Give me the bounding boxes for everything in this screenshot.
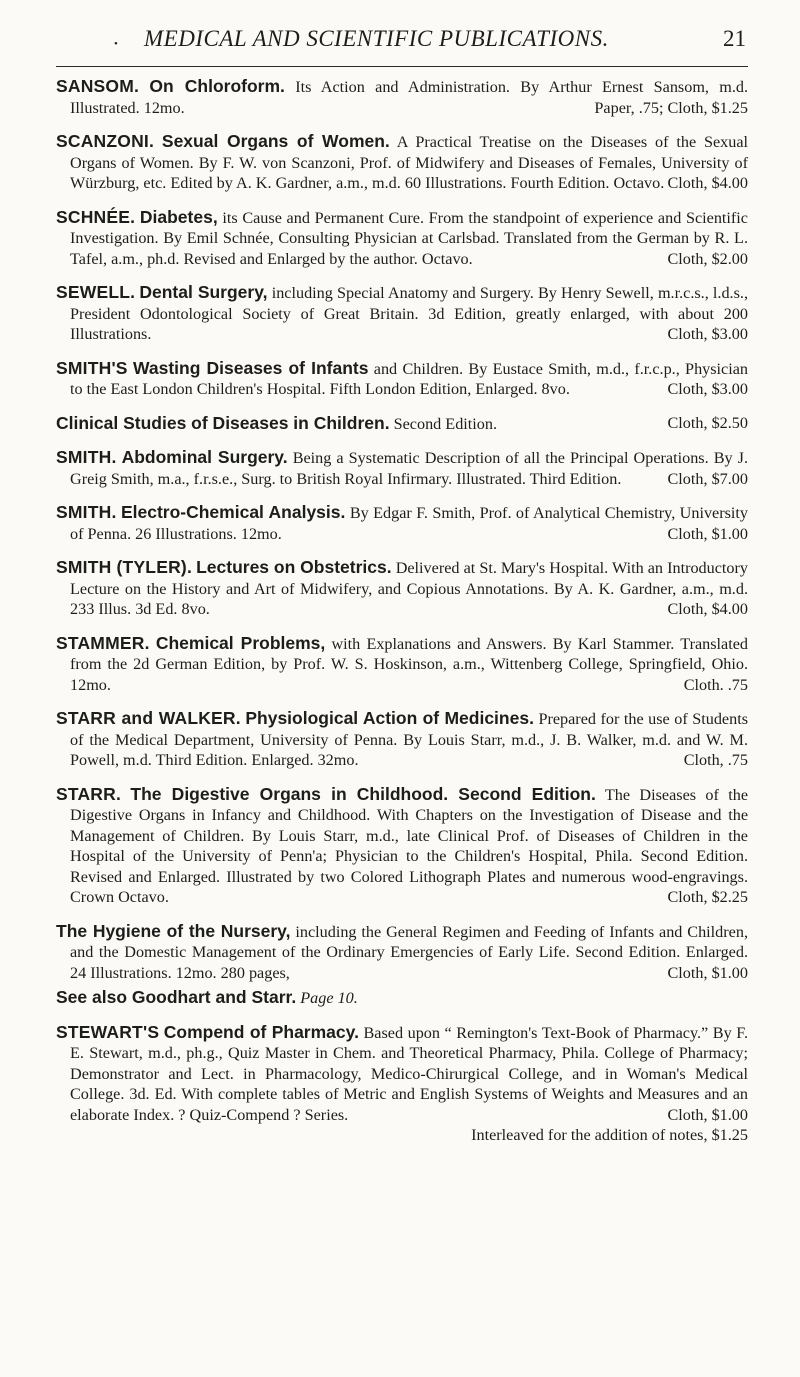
running-title: MEDICAL AND SCIENTIFIC PUBLICATIONS.: [144, 26, 609, 51]
entry-description: Page 10.: [300, 989, 358, 1007]
entry-price: Cloth, $1.00: [667, 963, 748, 982]
entry-title: Wasting Diseases of Infants: [132, 357, 369, 378]
catalog-entry: [56, 447, 748, 489]
entry-description: including Special Anatomy and Surgery. By Henry Sewell, m.r.c.s., l.d.s., President Odontological Society of Great Britain. 3d Edition, greatly enlarged, with about 200 Illustrations.: [70, 284, 749, 343]
entry-extra-price: Interleaved for the addition of notes, $1.25: [471, 1126, 748, 1144]
catalog-entry: [56, 557, 748, 620]
entry-description: Its Action and Administration. By Arthur Ernest Sansom, m.d. Illustrated. 12mo.: [70, 78, 749, 117]
entry-price: Cloth, $2.25: [667, 888, 748, 906]
entry-title: Diabetes,: [139, 206, 218, 227]
catalog-entry: [56, 708, 748, 771]
entry-price: Cloth, $2.00: [667, 249, 748, 268]
page-header: [56, 22, 748, 67]
entry-price: Cloth, $2.50: [667, 413, 748, 432]
entry-author: STARR.: [56, 783, 122, 804]
catalog-entry: [56, 76, 748, 118]
entry-author: SEWELL.: [56, 282, 136, 302]
entry-price: Cloth, $3.00: [667, 325, 748, 343]
entry-title: The Digestive Organs in Childhood. Second Edition.: [130, 783, 596, 804]
entry-description: and Children. By Eustace Smith, m.d., f.r.c.p., Physician to the East London Children's Hospital. Fifth London Edition, Enlarged. 8vo.: [70, 359, 749, 398]
entry-author: SMITH.: [56, 447, 117, 467]
entry-title: Sexual Organs of Women.: [161, 131, 390, 151]
entry-description: Based upon “ Remington's Text-Book of Pharmacy.” By F. E. Stewart, m.d., ph.g., Quiz Master in Chem. and Theoretical Pharmacy, Phila. College of Pharmacy; Demonstrator and Lect. in Pharmacology, Medico-Chirurgical College, and in Woman's Medical College. 3d. Ed. With complete tables of Metric and English Systems of Weights and Measures and an elaborate Index. ? Quiz-Compend ? Series.: [70, 1023, 748, 1124]
catalog-entry: [56, 282, 748, 345]
entry-description: A Practical Treatise on the Diseases of the Sexual Organs of Women. By F. W. von Scanzoni, Prof. of Midwifery and Diseases of Females, University of Würzburg, etc. Edited by A. K. Gardner, a.m., m.d. 60 Illustrations. Fourth Edition. Octavo.: [70, 133, 749, 192]
catalog-entry: [56, 921, 748, 984]
header-dot: •: [114, 38, 118, 50]
entry-title: Abdominal Surgery.: [121, 447, 288, 467]
catalog-entry: [56, 1022, 748, 1146]
entry-title: The Hygiene of the Nursery,: [56, 920, 291, 941]
entry-title: Chemical Problems,: [155, 632, 326, 653]
catalog-entry: [56, 987, 748, 1009]
entry-title: Clinical Studies of Diseases in Children.: [56, 412, 390, 433]
catalog-entry: [56, 358, 748, 400]
entry-price: Cloth, $1.00: [667, 524, 748, 543]
entry-author: SCHNÉE.: [56, 206, 136, 227]
entry-author: STARR and WALKER.: [56, 708, 241, 728]
entry-title: See also Goodhart and Starr.: [56, 987, 297, 1007]
entry-price: Cloth, $1.00: [667, 1105, 748, 1124]
catalog-entry: [56, 633, 748, 696]
entry-title: Compend of Pharmacy.: [163, 1021, 359, 1042]
entry-title: On Chloroform.: [149, 76, 285, 96]
entry-description: The Diseases of the Digestive Organs in Infancy and Childhood. With Chapters on the Investigation of Disease and the Management of Children. By Louis Starr, m.d., late Clinical Prof. of Diseases of Children in the Hospital of the University of Penn'a; Physician to the Children's Hospital, Phila. Second Edition. Revised and Enlarged. Illustrated by two Colored Lithograph Plates and numerous wood-engravings. Crown Octavo.: [70, 785, 749, 906]
entry-price: Cloth, $3.00: [667, 380, 748, 398]
entry-description: Prepared for the use of Students of the Medical Department, University of Penna. By Louis Starr, m.d., J. B. Walker, m.d. and W. M. Powell, m.d. Third Edition. Enlarged. 32mo.: [70, 710, 749, 769]
entry-author: SMITH (TYLER).: [56, 557, 193, 577]
catalog-entry: [56, 413, 748, 435]
entry-author: SMITH.: [56, 502, 117, 522]
catalog-entry: [56, 784, 748, 908]
entry-description: Being a Systematic Description of all the Principal Operations. By J. Greig Smith, m.a., f.r.s.e., Surg. to British Royal Infirmary. Illustrated. Third Edition.: [70, 449, 749, 488]
entry-title: Lectures on Obstetrics.: [196, 557, 392, 577]
entry-title: Physiological Action of Medicines.: [245, 708, 534, 728]
entry-description: By Edgar F. Smith, Prof. of Analytical Chemistry, University of Penna. 26 Illustrations. 12mo.: [70, 504, 749, 543]
entry-description: its Cause and Permanent Cure. From the standpoint of experience and Scientific Investigation. By Emil Schnée, Consulting Physician at Carlsbad. Translated from the German by R. L. Tafel, a.m., ph.d. Revised and Enlarged by the author. Octavo.: [70, 208, 748, 268]
catalog-entry: [56, 502, 748, 544]
entry-price: Paper, .75; Cloth, $1.25: [594, 98, 748, 117]
entry-author: SMITH'S: [56, 357, 128, 378]
entry-author: STEWART'S: [56, 1021, 160, 1042]
entry-author: STAMMER.: [56, 632, 150, 653]
entry-price: Cloth, .75: [683, 751, 748, 769]
entry-title: Dental Surgery,: [139, 282, 268, 302]
entry-price: Cloth, $7.00: [667, 469, 748, 488]
entry-price: Cloth. .75: [683, 675, 748, 694]
entry-description: Second Edition.: [393, 414, 498, 433]
page-number: 21: [723, 26, 746, 51]
entry-author: SANSOM.: [56, 76, 140, 96]
entry-author: SCANZONI.: [56, 131, 155, 151]
entry-description: Delivered at St. Mary's Hospital. With an Introductory Lecture on the History and Art of Midwifery, and Copious Annotations. By A. K. Gardner, a.m., m.d. 233 Illus. 3d Ed. 8vo.: [70, 559, 749, 618]
entry-price: Cloth, $4.00: [667, 174, 748, 192]
catalog-entry: [56, 207, 748, 270]
entry-title: Electro-Chemical Analysis.: [120, 502, 346, 522]
entry-price: Cloth, $4.00: [667, 600, 748, 618]
catalog-page: [0, 22, 800, 1377]
catalog-entry: [56, 131, 748, 194]
entry-description: including the General Regimen and Feeding of Infants and Children, and the Domestic Management of the Ordinary Emergencies of Early Life. Second Edition. Enlarged. 24 Illustrations. 12mo. 280 pages,: [70, 922, 748, 982]
entry-description: with Explanations and Answers. By Karl Stammer. Translated from the 2d German Edition, by Prof. W. S. Hoskinson, a.m., Wittenberg College, Springfield, Ohio. 12mo.: [70, 634, 749, 694]
catalog-entries: [56, 76, 748, 1146]
